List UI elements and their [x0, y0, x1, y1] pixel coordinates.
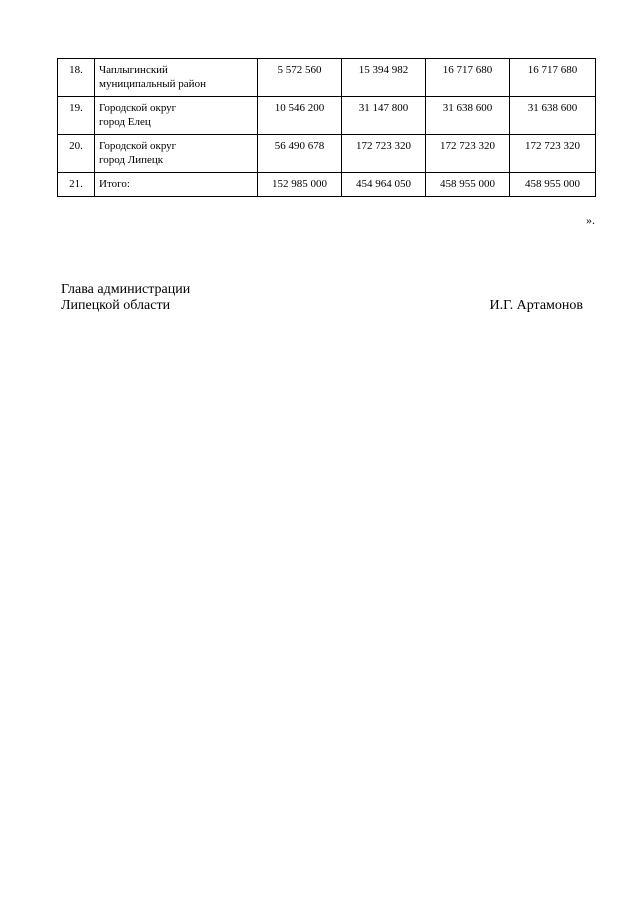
signatory-title-line2: Липецкой области — [61, 298, 171, 313]
row-number: 21. — [58, 173, 95, 197]
value-cell: 172 723 320 — [426, 135, 510, 173]
table-row — [58, 59, 596, 97]
value-cell: 56 490 678 — [258, 135, 342, 173]
value-cell: 15 394 982 — [342, 59, 426, 97]
municipality-name-line2: город Липецк — [99, 154, 164, 166]
row-number: 18. — [58, 59, 95, 97]
table-row-total — [58, 173, 596, 197]
municipality-name — [95, 135, 258, 173]
municipality-name-line2: муниципальный район — [99, 78, 206, 90]
value-cell: 10 546 200 — [258, 97, 342, 135]
value-cell: 31 638 600 — [510, 97, 596, 135]
row-number: 19. — [58, 97, 95, 135]
value-cell: 31 147 800 — [342, 97, 426, 135]
value-cell: 16 717 680 — [510, 59, 596, 97]
value-cell: 16 717 680 — [426, 59, 510, 97]
value-cell: 31 638 600 — [426, 97, 510, 135]
value-cell: 172 723 320 — [510, 135, 596, 173]
total-label: Итого: — [95, 173, 258, 197]
municipality-name — [95, 97, 258, 135]
table-row — [58, 97, 596, 135]
municipality-name-line2: город Елец — [99, 116, 151, 128]
value-cell: 454 964 050 — [342, 173, 426, 197]
signatory-name: И.Г. Артамонов — [489, 298, 583, 313]
table-row — [58, 135, 596, 173]
value-cell: 458 955 000 — [426, 173, 510, 197]
allocation-table — [57, 58, 596, 197]
closing-quote: ». — [586, 213, 595, 227]
signatory-title-line1: Глава администрации — [61, 282, 191, 297]
signature-block — [61, 282, 583, 314]
municipality-name-line1: Городской округ — [99, 140, 177, 152]
value-cell: 172 723 320 — [342, 135, 426, 173]
signature-row — [61, 298, 583, 314]
municipality-name — [95, 59, 258, 97]
value-cell: 458 955 000 — [510, 173, 596, 197]
value-cell: 5 572 560 — [258, 59, 342, 97]
municipality-name-line1: Чаплыгинский — [99, 64, 168, 76]
value-cell: 152 985 000 — [258, 173, 342, 197]
row-number: 20. — [58, 135, 95, 173]
municipality-name-line1: Городской округ — [99, 102, 177, 114]
